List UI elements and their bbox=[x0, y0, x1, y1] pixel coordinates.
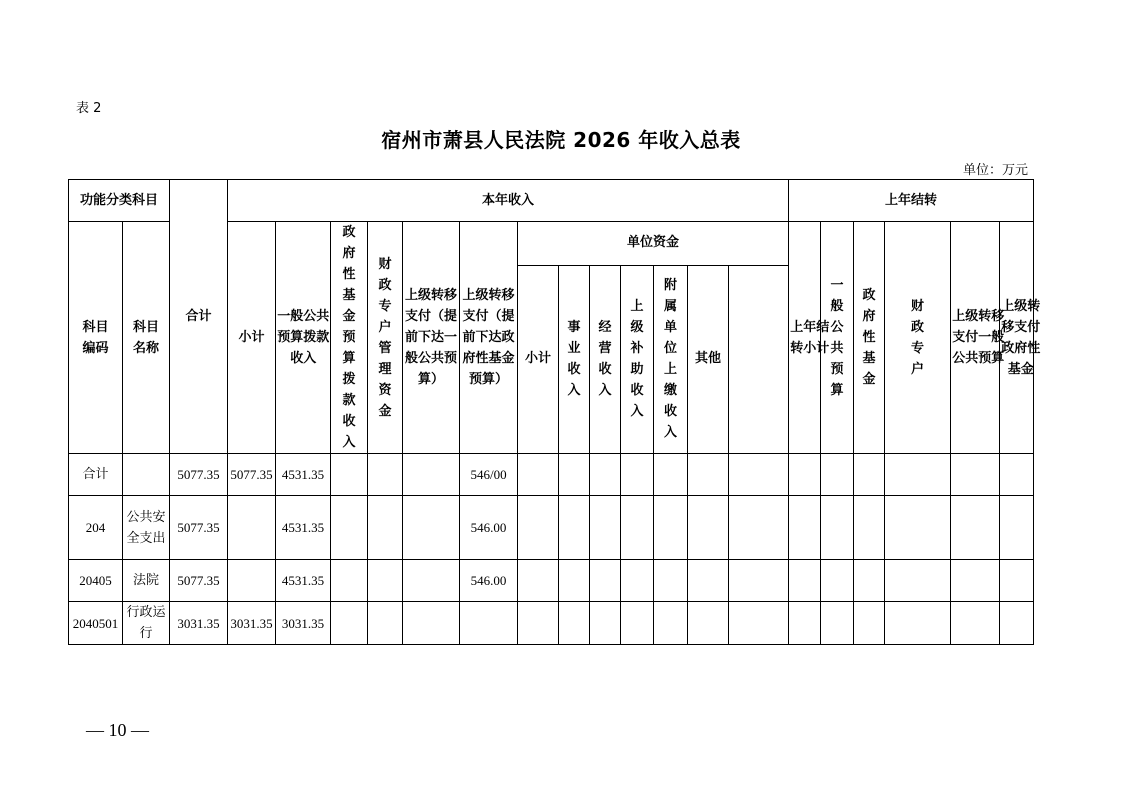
header-prev-carryover: 上年结转 bbox=[789, 180, 1034, 222]
cell-name: 行政运行 bbox=[123, 602, 170, 645]
header-business-income: 事业收入 bbox=[567, 320, 581, 399]
header-prev-gov-fund: 政府性基金 bbox=[862, 288, 876, 387]
header-affiliated-income: 附属单位上缴收入 bbox=[664, 278, 678, 441]
cell-upper-transfer-general bbox=[403, 560, 460, 602]
cell-gov-fund bbox=[331, 602, 368, 645]
table-label: 表 2 bbox=[76, 101, 102, 116]
header-current-income: 本年收入 bbox=[228, 180, 789, 222]
header-upper-subsidy: 上级补助收入 bbox=[630, 299, 644, 420]
header-fiscal-special: 财政专户管理资金 bbox=[378, 256, 392, 419]
header-operating-income: 经营收入 bbox=[598, 320, 612, 399]
table-row bbox=[69, 560, 1034, 602]
cell-upper-transfer-fund: 546.00 bbox=[460, 496, 518, 560]
cell-general-budget: 4531.35 bbox=[276, 496, 331, 560]
cell-upper-transfer-fund bbox=[460, 602, 518, 645]
cell-fiscal-special bbox=[368, 496, 403, 560]
cell-total: 5077.35 bbox=[170, 496, 228, 560]
header-general-budget: 一般公共预算拨款收入 bbox=[277, 309, 330, 366]
cell-upper-transfer-general bbox=[403, 496, 460, 560]
cell-code: 20405 bbox=[69, 560, 123, 602]
header-unit-subtotal: 小计 bbox=[518, 265, 559, 453]
cell-total: 5077.35 bbox=[170, 560, 228, 602]
cell-subtotal bbox=[228, 496, 276, 560]
cell-name: 法院 bbox=[123, 560, 170, 602]
header-prev-general: 一般公共预算 bbox=[830, 277, 844, 398]
header-unit-funds: 单位资金 bbox=[518, 222, 789, 266]
cell-general-budget: 4531.35 bbox=[276, 560, 331, 602]
header-prev-upper-fund: 上级转移支付政府性基金 bbox=[1001, 298, 1041, 377]
header-code: 科目编码 bbox=[82, 319, 109, 356]
cell-fiscal-special bbox=[368, 560, 403, 602]
cell-upper-transfer-fund: 546.00 bbox=[460, 560, 518, 602]
cell-code: 合计 bbox=[69, 454, 123, 496]
unit-label: 单位：万元 bbox=[962, 163, 1028, 178]
header-subtotal: 小计 bbox=[228, 222, 276, 454]
header-category: 功能分类科目 bbox=[69, 180, 170, 222]
cell-fiscal-special bbox=[368, 602, 403, 645]
header-prev-upper-general: 上级转移支付一般公共预算 bbox=[952, 309, 1005, 366]
cell-subtotal: 5077.35 bbox=[228, 454, 276, 496]
page-title: 宿州市萧县人民法院 2026 年收入总表 bbox=[381, 128, 741, 152]
table-row bbox=[69, 496, 1034, 560]
header-prev-fiscal: 财政专户 bbox=[911, 298, 925, 377]
revenue-table bbox=[68, 179, 1041, 645]
cell-subtotal: 3031.35 bbox=[228, 602, 276, 645]
cell-code: 2040501 bbox=[69, 602, 123, 645]
cell-gov-fund bbox=[331, 560, 368, 602]
cell-general-budget: 4531.35 bbox=[276, 454, 331, 496]
header-other: 其他 bbox=[688, 265, 729, 453]
cell-code: 204 bbox=[69, 496, 123, 560]
cell-upper-transfer-general bbox=[403, 602, 460, 645]
cell-upper-transfer-general bbox=[403, 454, 460, 496]
cell-total: 5077.35 bbox=[170, 454, 228, 496]
cell-general-budget: 3031.35 bbox=[276, 602, 331, 645]
header-prev-subtotal: 上年结转小计 bbox=[790, 319, 830, 356]
cell-upper-transfer-fund: 546/00 bbox=[460, 454, 518, 496]
table-row bbox=[69, 602, 1034, 645]
cell-gov-fund bbox=[331, 496, 368, 560]
header-name: 科目名称 bbox=[132, 319, 159, 356]
cell-fiscal-special bbox=[368, 454, 403, 496]
cell-gov-fund bbox=[331, 454, 368, 496]
cell-total: 3031.35 bbox=[170, 602, 228, 645]
header-total: 合计 bbox=[170, 180, 228, 454]
header-upper-transfer-fund: 上级转移支付（提前下达政府性基金预算） bbox=[462, 288, 515, 387]
page-number: — 10 — bbox=[86, 720, 149, 740]
table-row bbox=[69, 454, 1034, 496]
header-gov-fund: 政府性基金预算拨款收入 bbox=[342, 225, 356, 450]
header-upper-transfer-general: 上级转移支付（提前下达一般公共预算） bbox=[405, 288, 458, 387]
cell-subtotal bbox=[228, 560, 276, 602]
cell-name: 公共安全支出 bbox=[123, 496, 170, 560]
cell-name bbox=[123, 454, 170, 496]
